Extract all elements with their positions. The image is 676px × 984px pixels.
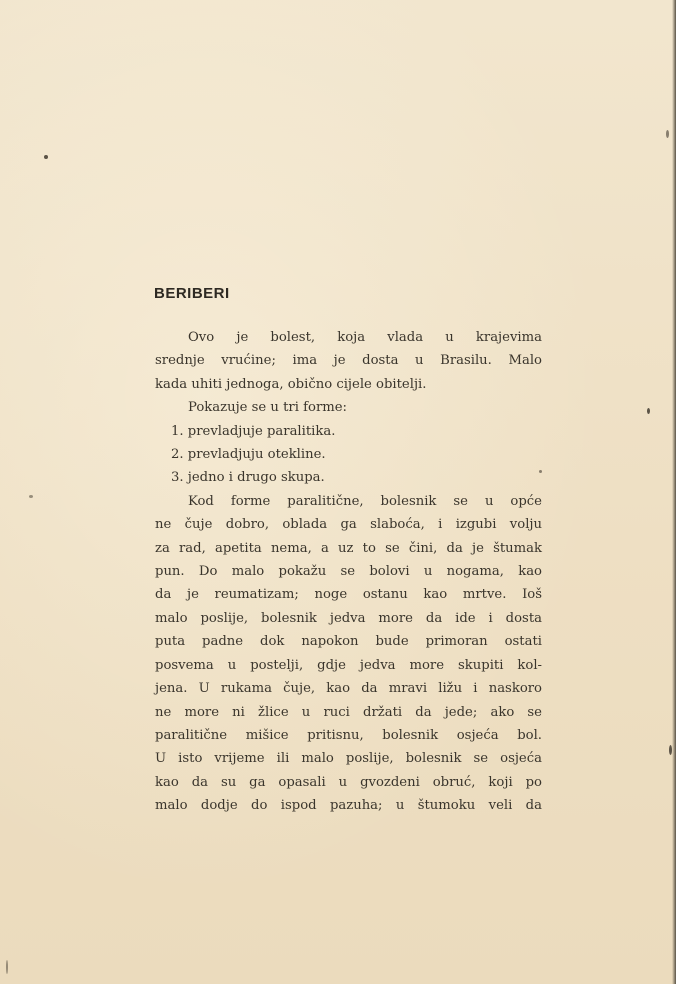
text-line: paralitične mišice pritisnu, bolesnik osjeća bol. <box>155 727 542 743</box>
body-text <box>155 326 542 818</box>
text-line: da je reumatizam; noge ostanu kao mrtve. Ioš <box>155 587 542 603</box>
text-line: Ovo je bolest, koja vlada u krajevima <box>188 330 542 345</box>
speck-mark <box>44 155 48 159</box>
speck-mark <box>6 960 8 974</box>
text-line: srednje vrućine; ima je dosta u Brasilu. Malo <box>155 353 542 369</box>
text-line: malo dodje do ispod pazuha; u štumoku veli da <box>155 798 542 814</box>
text-line: za rad, apetita nema, a uz to se čini, da je štumak <box>155 540 542 556</box>
text-line: puta padne dok napokon bude primoran ostati <box>155 634 542 650</box>
text-line: kada uhiti jednoga, obično cijele obitelji. <box>155 376 427 392</box>
text-line: jena. U rukama čuje, kao da mravi ližu i naskoro <box>155 681 542 697</box>
text-line: posvema u postelji, gdje jedva more skupiti kol- <box>155 657 542 673</box>
text-line: ne čuje dobro, oblada ga slaboća, i izgubi volju <box>155 517 542 533</box>
text-line: ne more ni žlice u ruci držati da jede; ako se <box>155 704 542 720</box>
page-edge-shadow <box>672 0 676 984</box>
text-line: Kod forme paralitične, bolesnik se u opće <box>188 493 542 509</box>
text-line: Pokazuje se u tri forme: <box>188 400 347 416</box>
speck-mark <box>669 745 672 755</box>
speck-mark <box>666 130 669 138</box>
page-title: BERIBERI <box>154 285 230 302</box>
list-item: 2. prevladjuju otekline. <box>171 447 326 463</box>
speck-mark <box>29 495 33 498</box>
speck-mark <box>647 408 650 414</box>
list-item: 3. jedno i drugo skupa. <box>171 470 325 486</box>
text-line: pun. Do malo pokažu se bolovi u nogama, kao <box>155 564 542 580</box>
text-line: kao da su ga opasali u gvozdeni obruć, koji po <box>155 774 542 790</box>
text-line: malo poslije, bolesnik jedva more da ide i dosta <box>155 610 542 626</box>
text-line: U isto vrijeme ili malo poslije, bolesnik se osjeća <box>155 751 542 767</box>
list-item: 1. prevladjuje paralitika. <box>171 423 336 439</box>
